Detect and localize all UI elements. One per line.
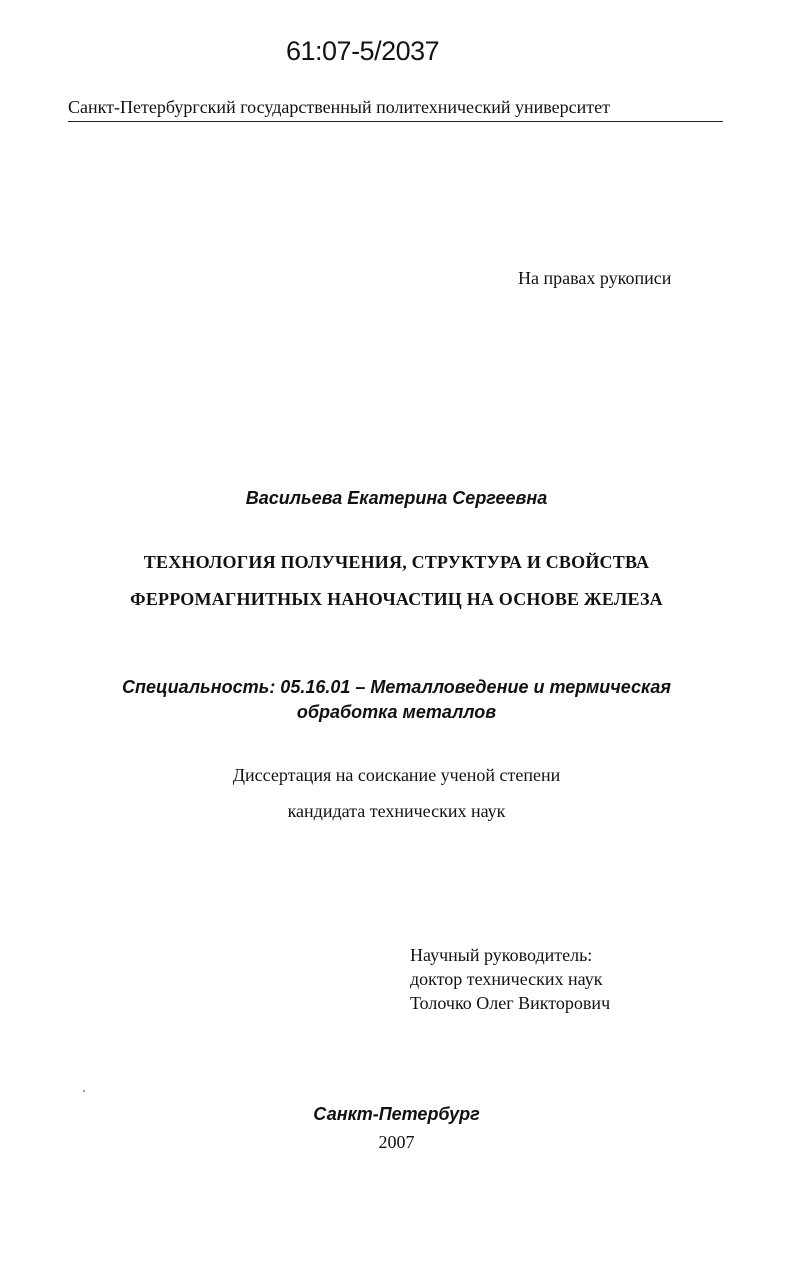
supervisor-label: Научный руководитель: xyxy=(410,945,593,965)
dissertation-type-line-1: Диссертация на соискание ученой степени xyxy=(232,765,561,785)
catalog-number: 61:07-5/2037 xyxy=(286,36,440,66)
city: Санкт-Петербург xyxy=(313,1104,480,1124)
supervisor-degree: доктор технических наук xyxy=(410,969,603,989)
author-name: Васильева Екатерина Сергеевна xyxy=(245,488,548,508)
supervisor-block xyxy=(410,943,610,1015)
scan-speck xyxy=(83,1090,85,1092)
dissertation-type-line-2: кандидата технических наук xyxy=(287,801,506,821)
specialty-line-2: обработка металлов xyxy=(296,702,497,722)
specialty-line-1: Специальность: 05.16.01 – Металловедение и термическая xyxy=(122,677,671,697)
year: 2007 xyxy=(378,1132,415,1152)
supervisor-name: Толочко Олег Викторович xyxy=(410,993,611,1013)
thesis-title-line-1: ТЕХНОЛОГИЯ ПОЛУЧЕНИЯ, СТРУКТУРА И СВОЙСТВА xyxy=(143,552,650,572)
manuscript-note: На правах рукописи xyxy=(518,268,672,288)
university-name: Санкт-Петербургский государственный политехнический университет xyxy=(68,97,610,117)
header-divider xyxy=(68,121,723,122)
thesis-title-line-2: ФЕРРОМАГНИТНЫХ НАНОЧАСТИЦ НА ОСНОВЕ ЖЕЛЕЗА xyxy=(130,589,663,609)
